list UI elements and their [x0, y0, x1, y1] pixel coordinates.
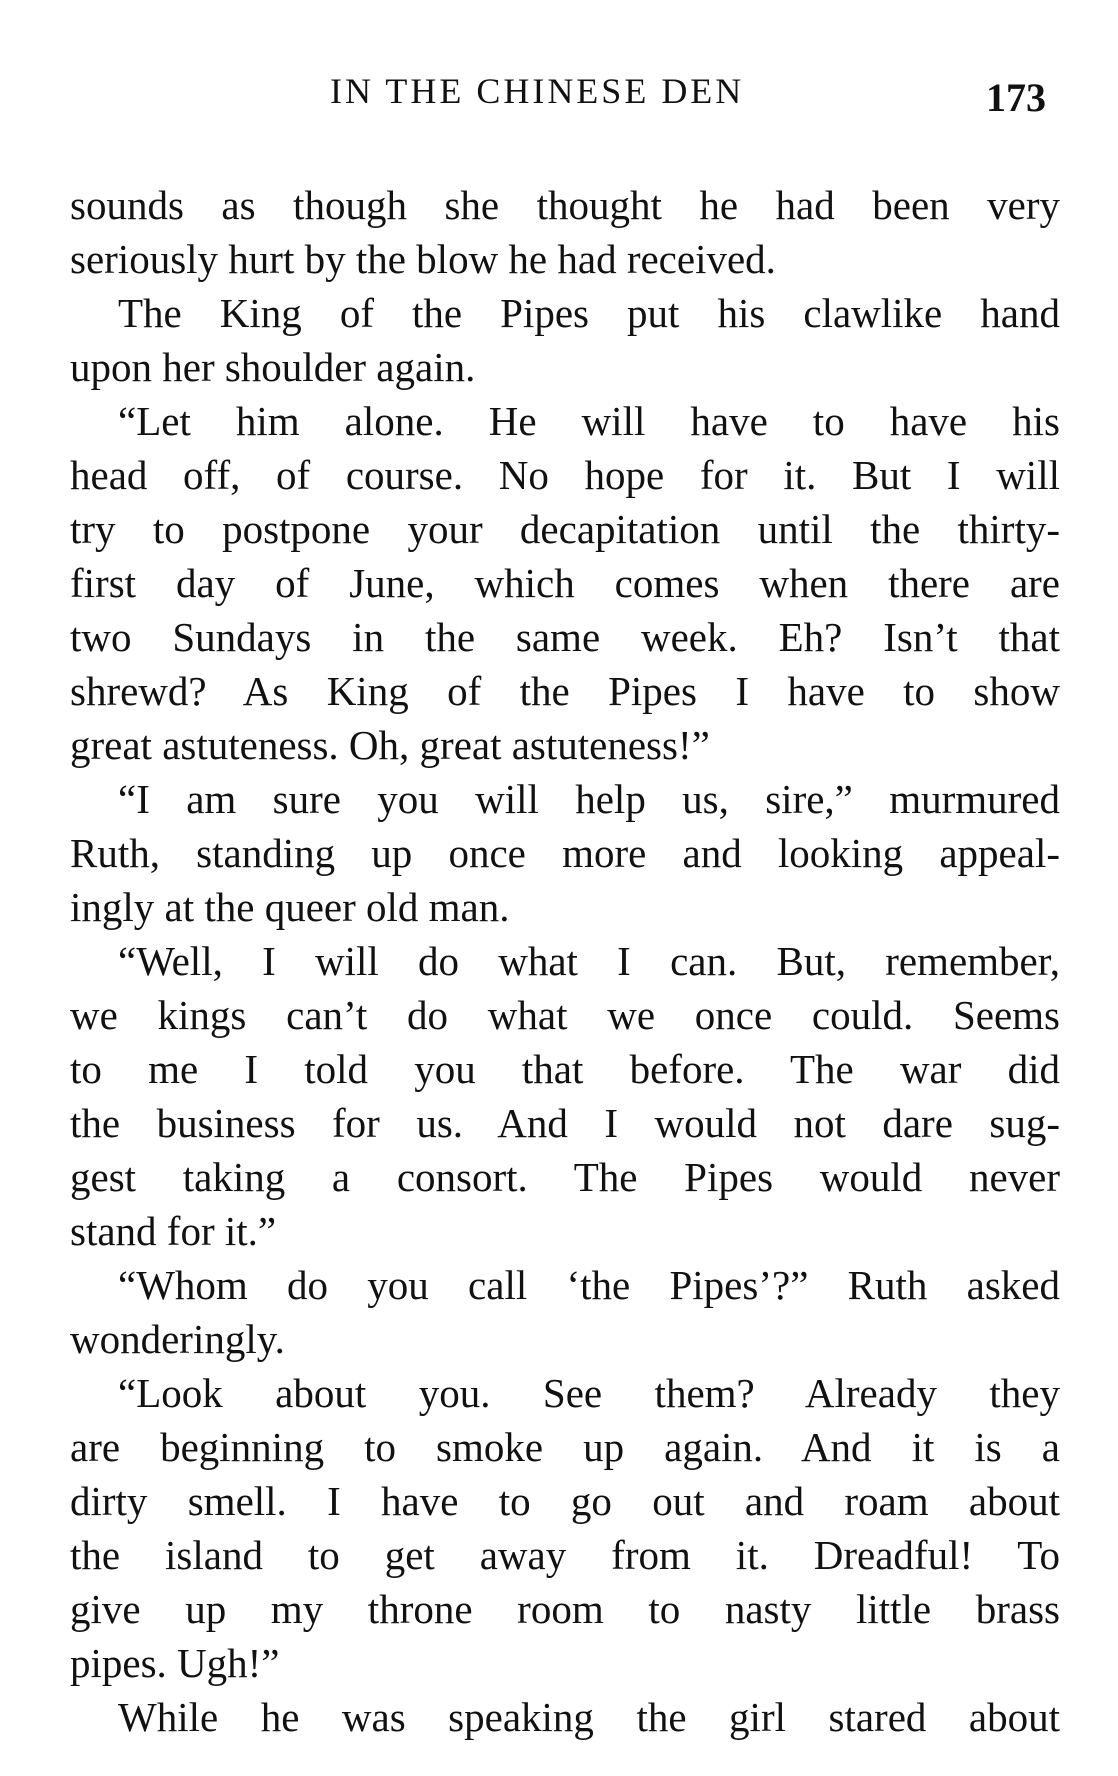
text-line: wonderingly. — [70, 1316, 285, 1362]
text-line: “Let him alone. He will have to have his — [118, 398, 1060, 444]
text-line: we kings can’t do what we once could. Seems — [70, 992, 1060, 1038]
text-line: give up my throne room to nasty little brass — [70, 1586, 1060, 1632]
text-line: first day of June, which comes when there are — [70, 560, 1060, 606]
text-line: sounds as though she thought he had been very — [70, 182, 1060, 228]
text-line: pipes. Ugh!” — [70, 1640, 280, 1686]
text-line: “Look about you. See them? Already they — [118, 1370, 1060, 1416]
text-line: the island to get away from it. Dreadful! To — [70, 1532, 1060, 1578]
text-line: the business for us. And I would not dare sug- — [70, 1100, 1060, 1146]
text-line: dirty smell. I have to go out and roam about — [70, 1478, 1060, 1524]
text-line: The King of the Pipes put his clawlike hand — [118, 290, 1060, 336]
text-line: “Whom do you call ‘the Pipes’?” Ruth asked — [118, 1262, 1060, 1308]
text-line: are beginning to smoke up again. And it is a — [70, 1424, 1060, 1470]
text-line: ingly at the queer old man. — [70, 884, 510, 930]
text-line: “I am sure you will help us, sire,” murmured — [118, 776, 1060, 822]
book-page — [70, 60, 1060, 1750]
text-line: shrewd? As King of the Pipes I have to show — [70, 668, 1060, 714]
text-line: stand for it.” — [70, 1208, 277, 1254]
body-text — [70, 178, 1060, 1744]
text-line: head off, of course. No hope for it. But I will — [70, 452, 1060, 498]
text-line: upon her shoulder again. — [70, 344, 476, 390]
text-line: “Well, I will do what I can. But, remember, — [118, 938, 1060, 984]
page-number: 173 — [986, 75, 1046, 120]
text-line: Ruth, standing up once more and looking appeal- — [70, 830, 1060, 876]
text-line: seriously hurt by the blow he had received. — [70, 236, 776, 282]
text-line: try to postpone your decapitation until the thirty- — [70, 506, 1060, 552]
text-line: While he was speaking the girl stared about — [118, 1694, 1060, 1740]
text-line: great astuteness. Oh, great astuteness!” — [70, 722, 710, 768]
page-header — [70, 60, 1060, 118]
text-line: two Sundays in the same week. Eh? Isn’t that — [70, 614, 1060, 660]
text-line: gest taking a consort. The Pipes would never — [70, 1154, 1060, 1200]
text-line: to me I told you that before. The war did — [70, 1046, 1060, 1092]
running-title: IN THE CHINESE DEN — [330, 71, 745, 111]
